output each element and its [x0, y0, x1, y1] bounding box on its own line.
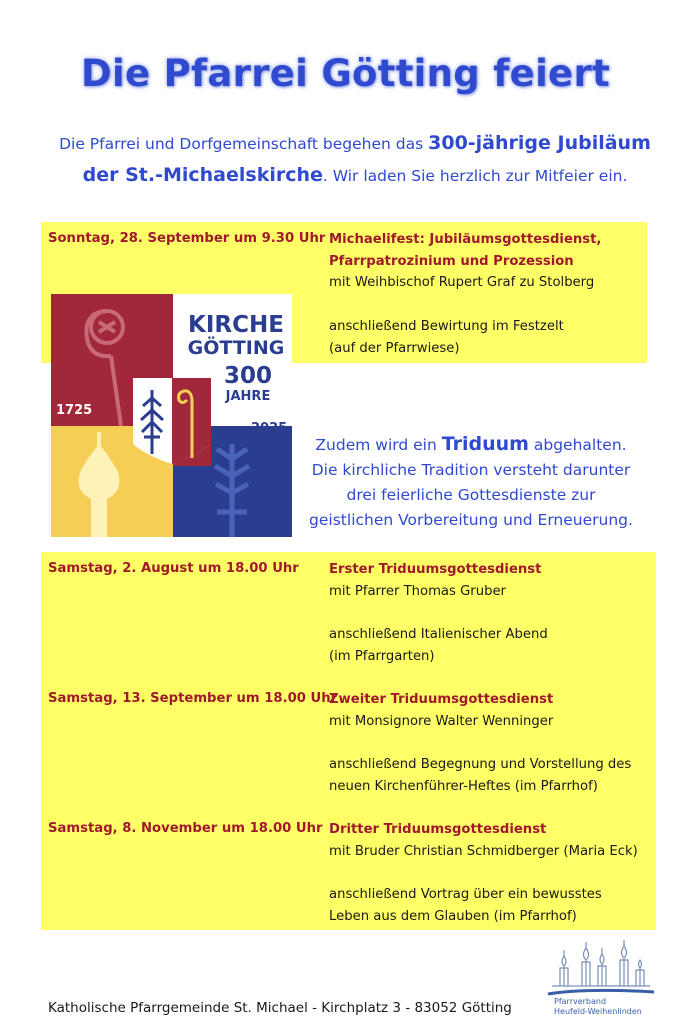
feast-after-line1: anschließend Bewirtung im Festzelt [329, 318, 564, 334]
event-title: Dritter Triduumsgottesdienst [329, 822, 547, 837]
feast-date: Sonntag, 28. September um 9.30 Uhr [48, 231, 326, 246]
event-date: Samstag, 2. August um 18.00 Uhr [48, 561, 299, 576]
event-after-line2: (im Pfarrgarten) [329, 648, 435, 664]
event-after-line2: neuen Kirchenführer-Heftes (im Pfarrhof) [329, 778, 598, 794]
event-date: Samstag, 13. September um 18.00 Uhr [48, 691, 338, 706]
intro-part2: . Wir laden Sie herzlich zur Mitfeier ein. [322, 167, 628, 185]
event-details [329, 559, 548, 668]
footer-address: Katholische Pfarrgemeinde St. Michael - Kirchplatz 3 - 83052 Götting [48, 1000, 512, 1016]
intro-highlight-church: der St.-Michaelskirche [82, 164, 323, 186]
event-title: Zweiter Triduumsgottesdienst [329, 692, 554, 707]
event-with: mit Monsignore Walter Wenninger [329, 713, 554, 729]
triduum-text [296, 432, 646, 533]
feast-title-line1: Michaelifest: Jubiläumsgottesdienst, [329, 232, 602, 247]
page-title: Die Pfarrei Götting feiert [81, 52, 610, 95]
event-title: Erster Triduumsgottesdienst [329, 562, 542, 577]
triduum-line4: geistlichen Vorbereitung und Erneuerung. [309, 511, 633, 529]
intro-text [40, 128, 670, 192]
pv-line2: Heufeld-Weihenlinden [554, 1007, 642, 1016]
logo-year-start: 1725 [56, 403, 93, 418]
church-towers-icon [552, 940, 650, 986]
event-after-line1: anschließend Begegnung und Vorstellung des [329, 757, 632, 773]
event-details [329, 689, 631, 798]
event-with: mit Pfarrer Thomas Gruber [329, 583, 506, 599]
intro-part1: Die Pfarrei und Dorfgemeinschaft begehen das [59, 135, 429, 153]
event-date: Samstag, 8. November um 18.00 Uhr [48, 821, 323, 836]
triduum-lead-part2: abgehalten. [528, 436, 627, 454]
jubilee-logo [51, 294, 292, 537]
feast-with: mit Weihbischof Rupert Graf zu Stolberg [329, 275, 595, 291]
event-with: mit Bruder Christian Schmidberger (Maria Eck) [329, 843, 638, 859]
event-after-line1: anschließend Italienischer Abend [329, 627, 548, 643]
logo-line1: KIRCHE [188, 312, 284, 338]
triduum-highlight: Triduum [441, 433, 529, 455]
feast-title-line2: Pfarrpatrozinium und Prozession [329, 253, 574, 269]
event-after-line2: Leben aus dem Glauben (im Pfarrhof) [329, 908, 577, 924]
pfarrverband-logo [546, 938, 656, 1018]
logo-years: JAHRE [225, 389, 271, 404]
feast-details [329, 229, 601, 359]
event-after-line1: anschließend Vortrag über ein bewusstes [329, 887, 602, 903]
event-details [329, 819, 638, 928]
logo-number: 300 [223, 363, 273, 389]
logo-line2: GÖTTING [187, 337, 285, 359]
triduum-lead-part1: Zudem wird ein [315, 436, 442, 454]
events-block [41, 552, 656, 930]
feast-after-line2: (auf der Pfarrwiese) [329, 340, 460, 356]
wave-icon [548, 990, 654, 994]
triduum-line3: drei feierliche Gottesdienste zur [346, 486, 596, 504]
logo-year-end: 2025 [251, 421, 288, 436]
pv-line1: Pfarrverband [554, 997, 607, 1006]
intro-highlight-anniversary: 300-jährige Jubiläum [428, 132, 651, 154]
triduum-line2: Die kirchliche Tradition versteht darunter [311, 461, 631, 479]
